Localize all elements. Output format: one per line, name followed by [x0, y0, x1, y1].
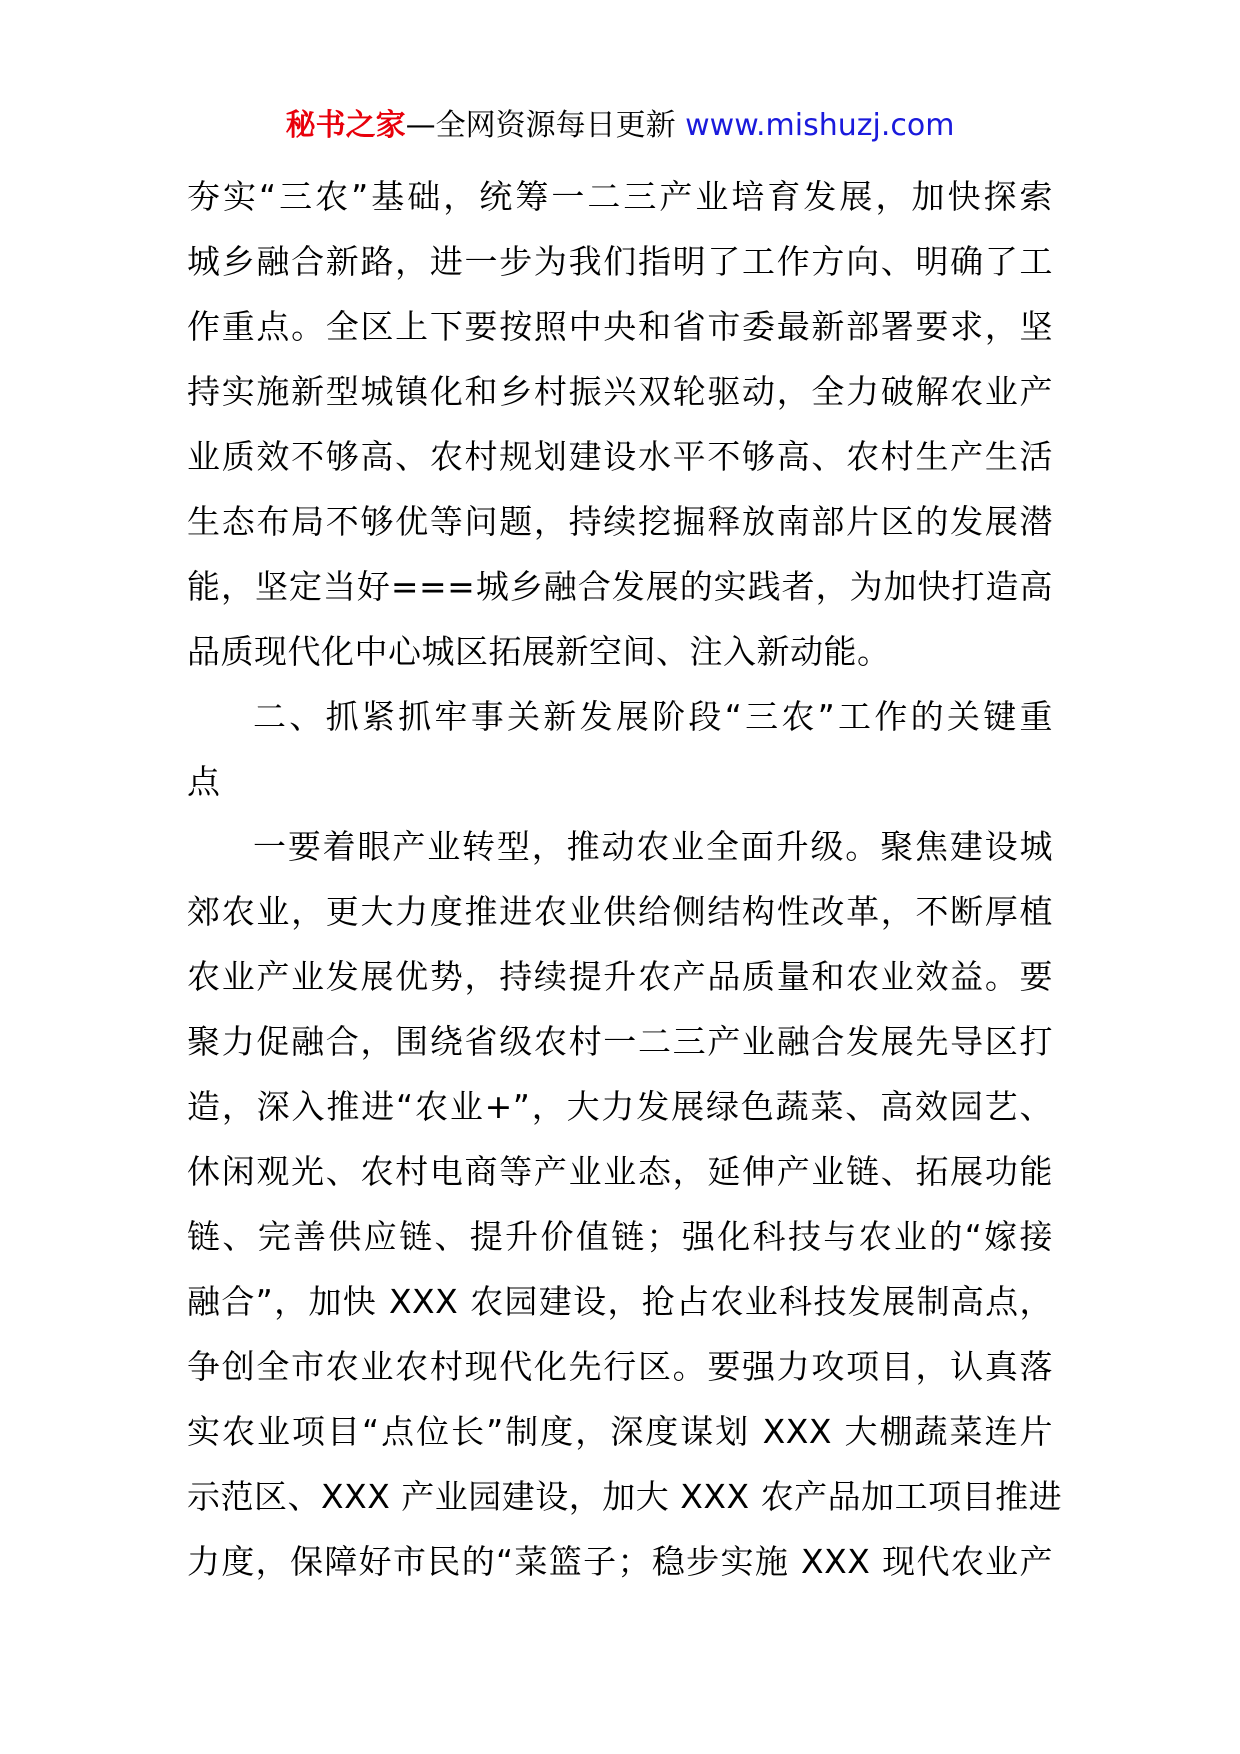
- text-line: 夯实“三农”基础，统筹一二三产业培育发展，加快探索: [187, 177, 1053, 216]
- text-line: 休闲观光、农村电商等产业业态，延伸产业链、拓展功能: [187, 1152, 1053, 1191]
- header-tagline: —全网资源每日更新: [405, 108, 686, 143]
- text-line: 一要着眼产业转型，推动农业全面升级。聚焦建设城: [253, 827, 1053, 866]
- page-header: [0, 104, 1240, 148]
- document-body: [187, 164, 1063, 1594]
- text-line: 实农业项目“点位长”制度，深度谋划 XXX 大棚蔬菜连片: [187, 1412, 1053, 1451]
- text-line: 农业产业发展优势，持续提升农产品质量和农业效益。要: [187, 957, 1053, 996]
- text-line: 城乡融合新路，进一步为我们指明了工作方向、明确了工: [187, 242, 1053, 281]
- brand-name: 秘书之家: [285, 108, 406, 143]
- text-line: 作重点。全区上下要按照中央和省市委最新部署要求，坚: [187, 307, 1053, 346]
- section-heading: 二、抓紧抓牢事关新发展阶段“三农”工作的关键重: [253, 697, 1053, 736]
- text-line: 融合”，加快 XXX 农园建设，抢占农业科技发展制高点，: [187, 1282, 1053, 1321]
- text-line: 力度，保障好市民的“菜篮子；稳步实施 XXX 现代农业产: [187, 1542, 1053, 1581]
- text-line: 示范区、XXX 产业园建设，加大 XXX 农产品加工项目推进: [187, 1477, 1063, 1516]
- text-line: 郊农业，更大力度推进农业供给侧结构性改革，不断厚植: [187, 892, 1053, 931]
- text-line: 持实施新型城镇化和乡村振兴双轮驱动，全力破解农业产: [187, 372, 1053, 411]
- text-line: 链、完善供应链、提升价值链；强化科技与农业的“嫁接: [187, 1217, 1053, 1256]
- text-line: 能，坚定当好===城乡融合发展的实践者，为加快打造高: [187, 567, 1053, 606]
- text-line: 品质现代化中心城区拓展新空间、注入新动能。: [187, 632, 891, 671]
- text-line: 业质效不够高、农村规划建设水平不够高、农村生产生活: [187, 437, 1053, 476]
- text-line: 聚力促融合，围绕省级农村一二三产业融合发展先导区打: [187, 1022, 1053, 1061]
- text-line: 争创全市农业农村现代化先行区。要强力攻项目，认真落: [187, 1347, 1053, 1386]
- text-line: 生态布局不够优等问题，持续挖掘释放南部片区的发展潜: [187, 502, 1053, 541]
- text-line: 造，深入推进“农业+”，大力发展绿色蔬菜、高效园艺、: [187, 1087, 1053, 1126]
- section-heading-continued: 点: [187, 762, 221, 801]
- site-url[interactable]: www.mishuzj.com: [685, 108, 955, 143]
